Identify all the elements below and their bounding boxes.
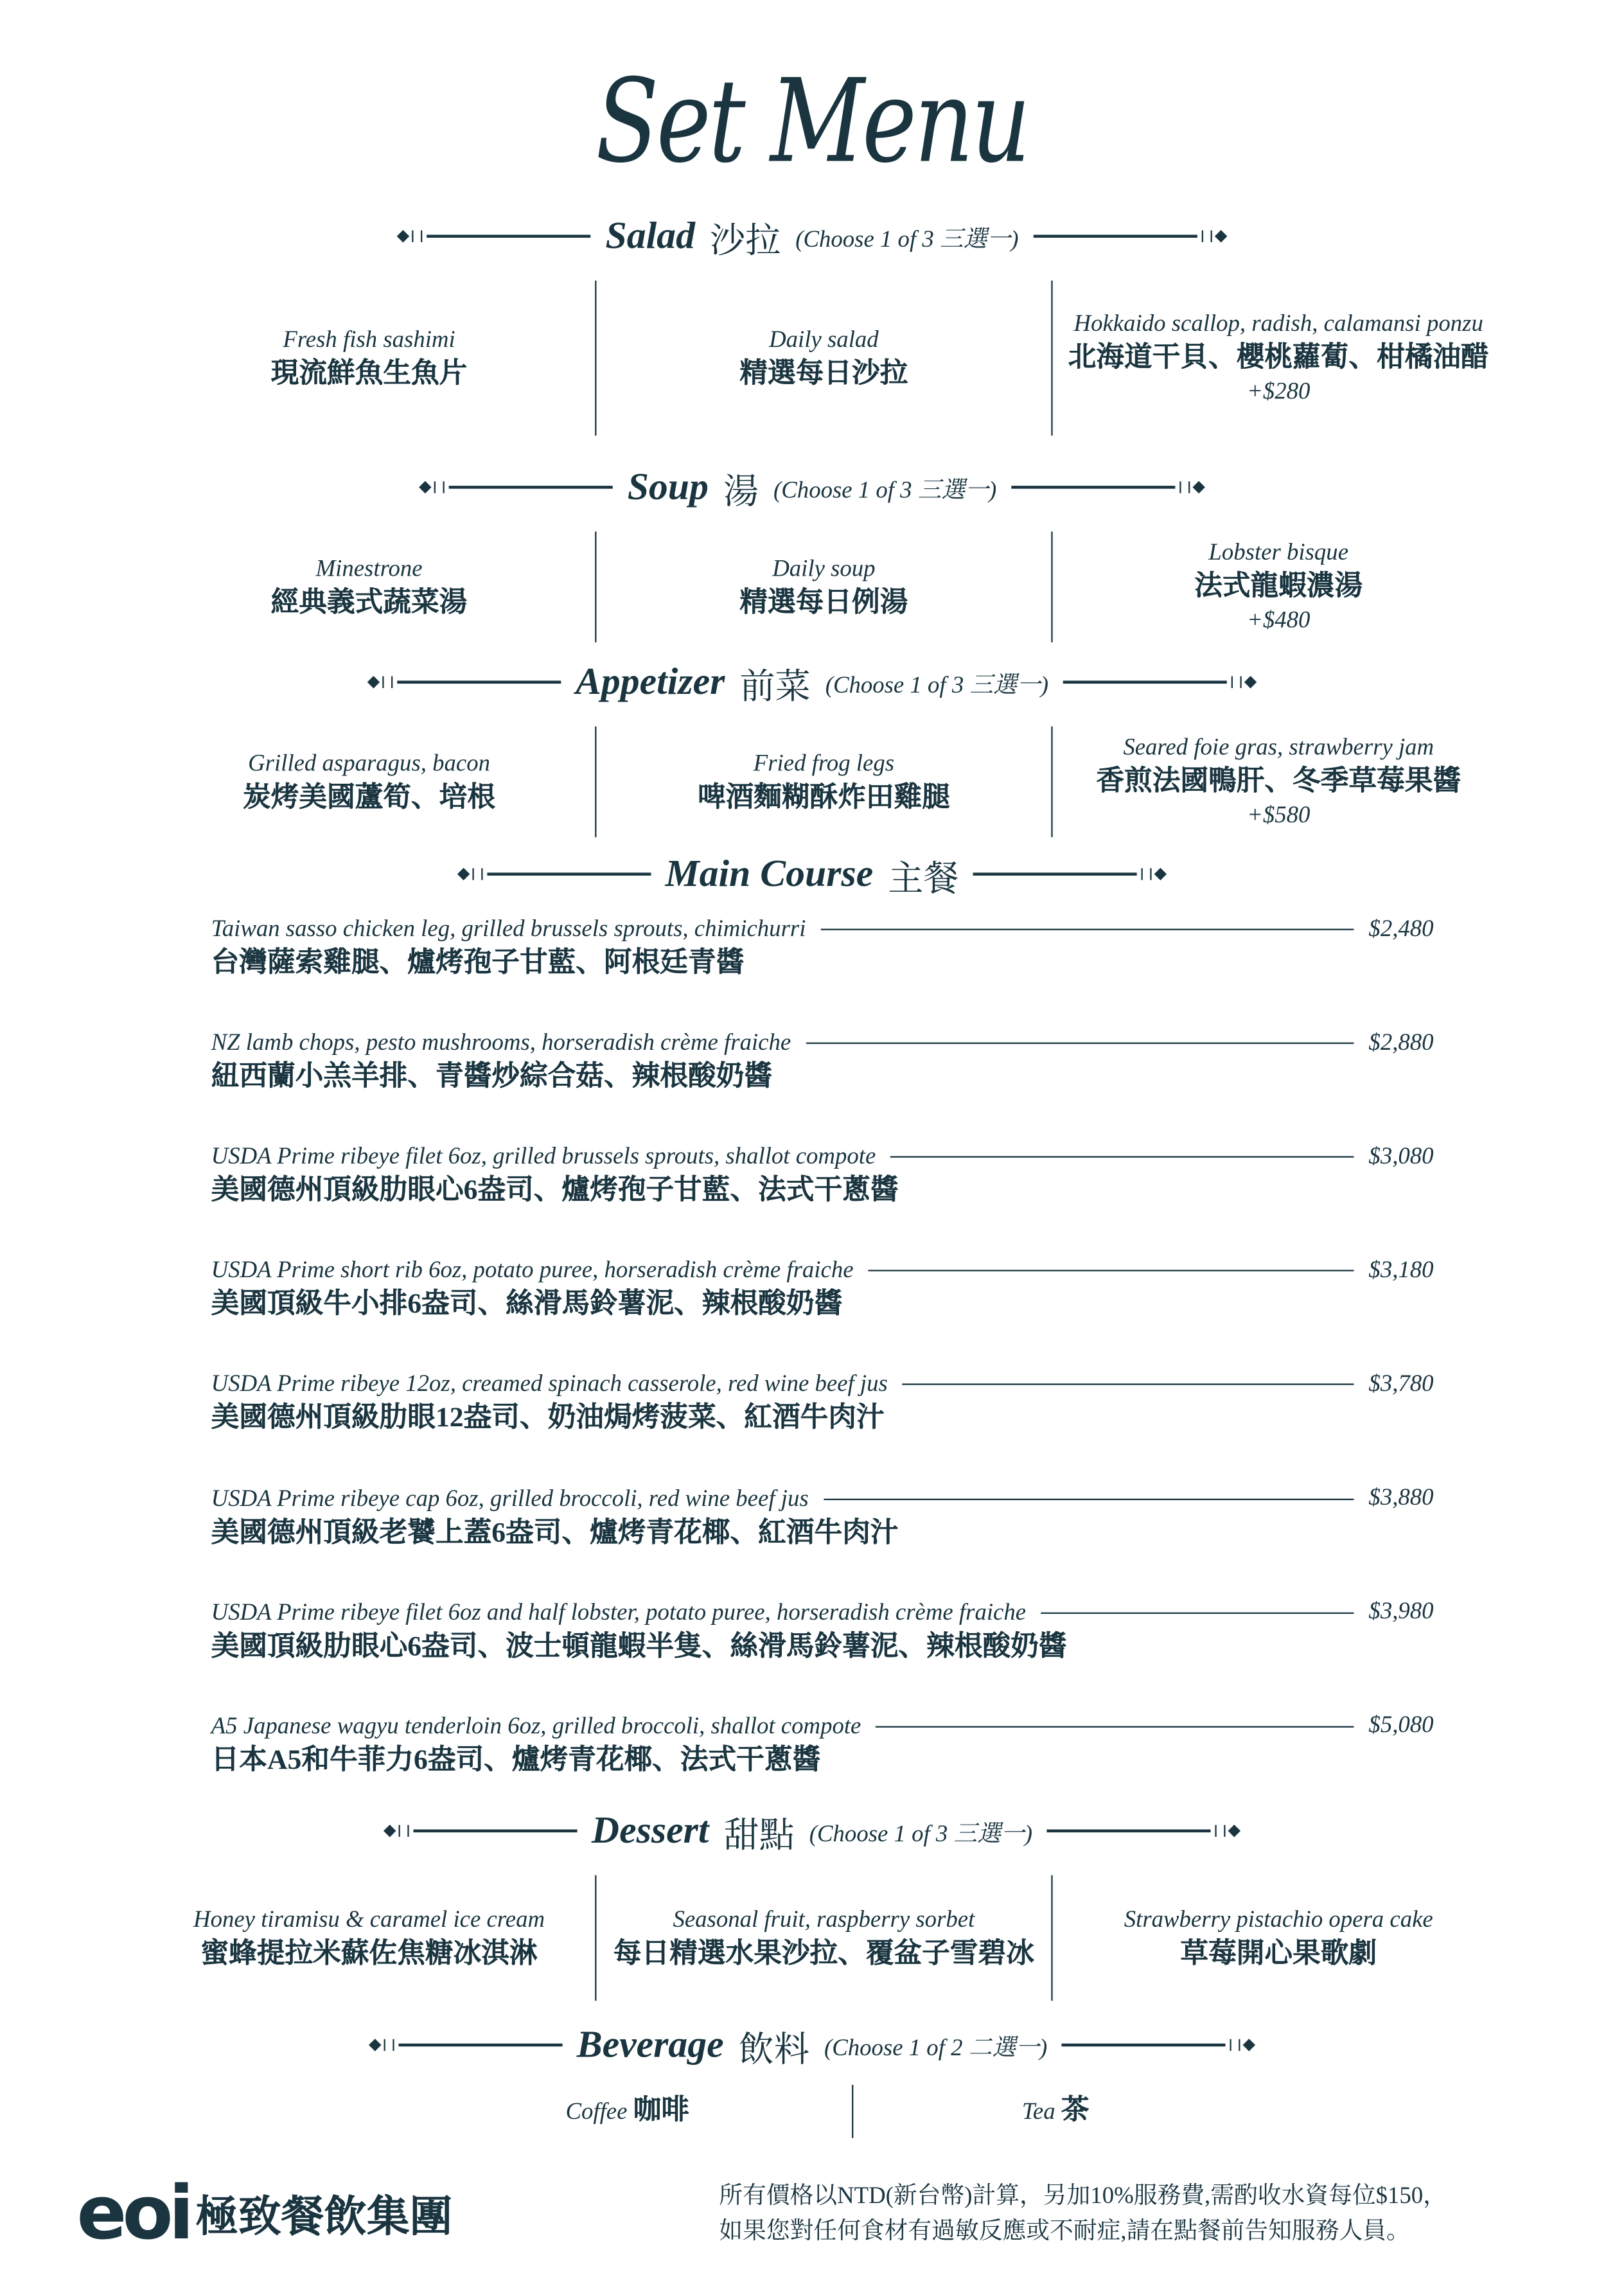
item-name-zh: 香煎法國鴨肝、冬季草莓果醬 [1096, 766, 1461, 798]
item-name-en: Hokkaido scallop, radish, calamansi ponzu [1073, 311, 1483, 337]
ornament-divider [974, 868, 1166, 880]
item-price: $3,780 [1368, 1371, 1434, 1397]
main-course-item [211, 1595, 1440, 1665]
item-name-en: Daily salad [769, 328, 879, 353]
main-course-item [211, 1368, 1440, 1437]
ornament-divider [399, 231, 591, 242]
section-name: Soup [627, 465, 709, 508]
section-name-zh: 主餐 [888, 860, 959, 899]
main-course-item [211, 1710, 1440, 1779]
main-course-item [211, 912, 1440, 982]
ornament-divider [385, 1825, 577, 1837]
item-surcharge: +$580 [1247, 803, 1311, 829]
logo-text: 極致餐飲集團 [195, 2193, 453, 2241]
section-name: Dessert [591, 1809, 709, 1852]
menu-item [603, 1875, 1045, 2001]
item-name-en: USDA Prime ribeye cap 6oz, grilled broccoli, red wine beef jus [211, 1486, 809, 1512]
main-course-item [211, 1140, 1440, 1210]
item-surcharge: +$480 [1247, 608, 1311, 633]
leader-line [820, 929, 1354, 930]
leader-line [869, 1270, 1354, 1271]
eoi-logo [76, 2170, 453, 2256]
section-name-zh: 湯 [723, 473, 759, 512]
item-name-zh: 台灣薩索雞腿、爐烤孢子甘藍、阿根廷青醬 [211, 948, 745, 979]
item-name-zh: 精選每日例湯 [739, 587, 908, 619]
item-name-zh: 美國德州頂級肋眼12盎司、奶油焗烤菠菜、紅酒牛肉汁 [211, 1403, 885, 1435]
section-name-zh: 沙拉 [709, 222, 781, 261]
item-name-zh: 美國頂級牛小排6盎司、絲滑馬鈴薯泥、辣根酸奶醬 [211, 1289, 843, 1321]
column-divider [595, 531, 596, 642]
section-header-soup [0, 465, 1624, 512]
footer-note-line: 如果您對任何食材有過敏反應或不耐症,請在點餐前告知服務人員。 [719, 2219, 1410, 2245]
main-course-item [211, 1482, 1440, 1551]
item-name-zh: 每日精選水果沙拉、覆盆子雪碧冰 [613, 1938, 1034, 1970]
menu-item [148, 1875, 590, 2001]
section-choose-note: (Choose 1 of 3 三選一) [825, 672, 1048, 698]
menu-item [148, 531, 590, 642]
item-name-zh: 炭烤美國蘆筍、培根 [243, 783, 496, 814]
section-name-zh: 甜點 [723, 1816, 795, 1855]
item-name-zh: 啤酒麵糊酥炸田雞腿 [697, 783, 950, 814]
item-name-en: Honey tiramisu & caramel ice cream [193, 1908, 545, 1933]
ornament-divider [459, 868, 651, 880]
leader-line [824, 1498, 1354, 1500]
item-name-en: Tea [1021, 2100, 1055, 2125]
item-name-zh: 現流鮮魚生魚片 [270, 359, 468, 390]
item-name-zh: 經典義式蔬菜湯 [270, 587, 468, 619]
column-divider [1051, 1875, 1052, 2001]
item-name-en: USDA Prime ribeye 12oz, creamed spinach casserole, red wine beef jus [211, 1372, 888, 1397]
leader-line [1041, 1612, 1354, 1613]
leader-line [876, 1726, 1354, 1727]
item-surcharge: +$280 [1247, 379, 1311, 405]
item-name-en: Minestrone [315, 556, 423, 582]
ornament-divider [1062, 2039, 1254, 2051]
menu-item [148, 727, 590, 837]
column-divider [595, 1875, 596, 2001]
logo-mark: eoi [76, 2170, 190, 2256]
section-header-salad [0, 214, 1624, 261]
section-choose-note: (Choose 1 of 3 三選一) [795, 226, 1019, 252]
item-name-zh: 法式龍蝦濃湯 [1194, 571, 1363, 603]
menu-item [1057, 531, 1500, 642]
item-name-en: Grilled asparagus, bacon [248, 751, 491, 777]
footer-note-line: 所有價格以NTD(新台幣)計算，另加10%服務費,需酌收水資每位$150， [719, 2184, 1447, 2209]
item-name-zh: 精選每日沙拉 [739, 359, 908, 390]
item-name-zh: 北海道干貝、櫻桃蘿蔔、柑橘油醋 [1068, 342, 1489, 374]
column-divider [852, 2085, 853, 2138]
section-header-dessert [0, 1809, 1624, 1853]
footer-note [719, 2179, 1447, 2250]
item-price: $3,180 [1368, 1257, 1434, 1283]
menu-item [603, 281, 1045, 436]
item-name-en: Taiwan sasso chicken leg, grilled brussels sprouts, chimichurri [211, 917, 806, 943]
section-choose-note: (Choose 1 of 3 三選一) [809, 1821, 1033, 1846]
menu-item [603, 727, 1045, 837]
item-price: $3,980 [1368, 1599, 1434, 1625]
item-price: $5,080 [1368, 1713, 1434, 1739]
column-divider [595, 727, 596, 837]
item-price: $3,880 [1368, 1485, 1434, 1511]
column-divider [1051, 531, 1052, 642]
section-header-appetizer [0, 660, 1624, 707]
ornament-divider [369, 677, 561, 688]
section-name: Salad [605, 214, 695, 257]
column-divider [1051, 281, 1052, 436]
item-name-en: Lobster bisque [1208, 540, 1349, 566]
item-name-en: USDA Prime ribeye filet 6oz and half lobster, potato puree, horseradish crème fraiche [211, 1600, 1027, 1625]
beverage-option [516, 2094, 738, 2129]
ornament-divider [370, 2039, 562, 2051]
item-name-en: A5 Japanese wagyu tenderloin 6oz, grilled broccoli, shallot compote [211, 1713, 861, 1739]
item-name-zh: 美國德州頂級老饕上蓋6盎司、爐烤青花椰、紅酒牛肉汁 [211, 1517, 899, 1548]
section-name: Beverage [576, 2023, 724, 2066]
item-name-en: NZ lamb chops, pesto mushrooms, horseradish crème fraiche [211, 1031, 791, 1056]
ornament-divider [1063, 677, 1255, 688]
page-title: Set Menu [596, 56, 1028, 190]
section-header-beverage [0, 2023, 1624, 2067]
item-name-en: Seared foie gras, strawberry jam [1123, 735, 1434, 761]
item-price: $2,480 [1368, 916, 1434, 942]
menu-item [603, 531, 1045, 642]
item-name-en: Fried frog legs [753, 751, 895, 777]
section-name: Main Course [665, 852, 874, 895]
menu-item [148, 281, 590, 436]
menu-item [1057, 281, 1500, 436]
item-name-zh: 草莓開心果歌劇 [1180, 1938, 1377, 1970]
beverage-option [945, 2094, 1167, 2129]
column-divider [595, 281, 596, 436]
item-name-en: Daily soup [772, 556, 876, 582]
ornament-divider [1011, 481, 1203, 493]
section-choose-note: (Choose 1 of 3 三選一) [773, 477, 997, 503]
item-price: $2,880 [1368, 1030, 1434, 1056]
item-name-en: Seasonal fruit, raspberry sorbet [673, 1908, 975, 1933]
item-name-en: Coffee [565, 2100, 628, 2125]
main-course-item [211, 1254, 1440, 1323]
item-name-en: USDA Prime ribeye filet 6oz, grilled brussels sprouts, shallot compote [211, 1144, 876, 1170]
item-name-zh: 美國頂級肋眼心6盎司、波士頓龍蝦半隻、絲滑馬鈴薯泥、辣根酸奶醬 [211, 1631, 1067, 1662]
item-name-zh: 蜜蜂提拉米蘇佐焦糖冰淇淋 [200, 1938, 538, 1970]
item-name-zh: 紐西蘭小羔羊排、青醬炒綜合菇、辣根酸奶醬 [211, 1061, 772, 1093]
item-name-zh: 咖啡 [633, 2095, 690, 2127]
section-name-zh: 前菜 [739, 668, 811, 707]
item-name-en: USDA Prime short rib 6oz, potato puree, horseradish crème fraiche [211, 1258, 854, 1284]
ornament-divider [421, 481, 613, 493]
menu-item [1057, 1875, 1500, 2001]
ornament-divider [1047, 1825, 1239, 1837]
item-name-en: Fresh fish sashimi [283, 328, 455, 353]
leader-line [903, 1384, 1354, 1385]
section-header-main [0, 852, 1624, 899]
section-name: Appetizer [576, 660, 725, 703]
item-name-zh: 美國德州頂級肋眼心6盎司、爐烤孢子甘藍、法式干蔥醬 [211, 1175, 899, 1207]
column-divider [1051, 727, 1052, 837]
main-course-item [211, 1026, 1440, 1095]
item-name-zh: 日本A5和牛菲力6盎司、爐烤青花椰、法式干蔥醬 [211, 1744, 821, 1776]
section-choose-note: (Choose 1 of 2 二選一) [824, 2035, 1048, 2061]
ornament-divider [1033, 231, 1225, 242]
section-name-zh: 飲料 [738, 2031, 809, 2069]
menu-item [1057, 727, 1500, 837]
item-name-en: Strawberry pistachio opera cake [1124, 1908, 1433, 1933]
leader-line [890, 1156, 1354, 1158]
item-price: $3,080 [1368, 1144, 1434, 1169]
leader-line [806, 1043, 1354, 1044]
item-name-zh: 茶 [1061, 2095, 1090, 2127]
